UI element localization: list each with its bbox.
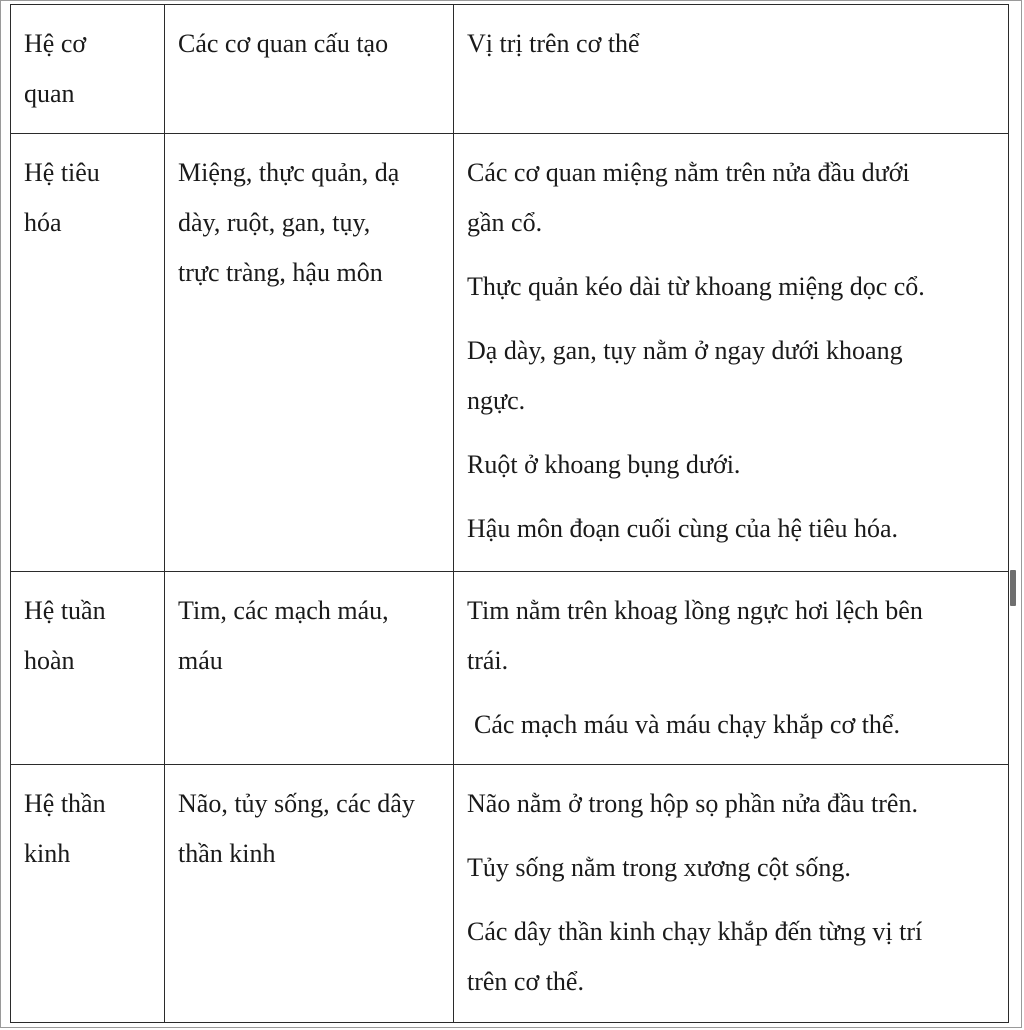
system-line: kinh bbox=[24, 839, 71, 868]
position-line: Não nằm ở trong hộp sọ phần nửa đầu trên. bbox=[467, 789, 918, 818]
position-line: Các dây thần kinh chạy khắp đến từng vị trí bbox=[467, 917, 923, 946]
system-cell-nervous bbox=[11, 765, 165, 1023]
position-line: Các mạch máu và máu chạy khắp cơ thể. bbox=[474, 710, 900, 739]
organ-systems-table bbox=[10, 4, 1009, 1023]
system-line: Hệ tiêu bbox=[24, 158, 100, 187]
position-paragraph bbox=[467, 148, 998, 248]
system-cell-circulatory bbox=[11, 572, 165, 765]
system-line: hoàn bbox=[24, 646, 75, 675]
organs-line: Miệng, thực quản, dạ bbox=[178, 158, 400, 187]
table-row-nervous bbox=[11, 765, 1009, 1023]
position-paragraph bbox=[467, 700, 998, 750]
organs-cell-circulatory bbox=[165, 572, 454, 765]
organs-line: dày, ruột, gan, tụy, bbox=[178, 208, 371, 237]
position-line: trái. bbox=[467, 646, 509, 675]
position-line: Tủy sống nằm trong xương cột sống. bbox=[467, 853, 851, 882]
position-cell-circulatory bbox=[454, 572, 1009, 765]
header-position-line: Vị trị trên cơ thể bbox=[467, 29, 640, 58]
organs-line: máu bbox=[178, 646, 223, 675]
position-paragraph bbox=[467, 262, 998, 312]
header-cell-organs bbox=[165, 5, 454, 134]
position-line: trên cơ thể. bbox=[467, 967, 584, 996]
position-paragraph bbox=[467, 504, 998, 554]
position-cell-digestive bbox=[454, 134, 1009, 572]
header-system-line: Hệ cơ bbox=[24, 29, 87, 58]
position-line: ngực. bbox=[467, 386, 526, 415]
position-line: Dạ dày, gan, tụy nằm ở ngay dưới khoang bbox=[467, 336, 903, 365]
position-paragraph bbox=[467, 586, 998, 686]
scrollbar-marker bbox=[1010, 570, 1016, 606]
position-paragraph bbox=[467, 440, 998, 490]
position-line: Thực quản kéo dài từ khoang miệng dọc cổ. bbox=[467, 272, 925, 301]
table-header-row bbox=[11, 5, 1009, 134]
header-system-line: quan bbox=[24, 79, 75, 108]
position-line: Hậu môn đoạn cuối cùng của hệ tiêu hóa. bbox=[467, 514, 899, 543]
position-paragraph bbox=[467, 843, 998, 893]
organs-line: Tim, các mạch máu, bbox=[178, 596, 389, 625]
organs-line: Não, tủy sống, các dây bbox=[178, 789, 415, 818]
table-row-circulatory bbox=[11, 572, 1009, 765]
position-paragraph bbox=[467, 326, 998, 426]
system-cell-digestive bbox=[11, 134, 165, 572]
position-line: Ruột ở khoang bụng dưới. bbox=[467, 450, 741, 479]
organs-line: trực tràng, hậu môn bbox=[178, 258, 383, 287]
position-line: Tim nằm trên khoag lồng ngực hơi lệch bên bbox=[467, 596, 923, 625]
header-organs-line: Các cơ quan cấu tạo bbox=[178, 29, 389, 58]
system-line: Hệ tuần bbox=[24, 596, 106, 625]
system-line: Hệ thần bbox=[24, 789, 106, 818]
header-cell-system bbox=[11, 5, 165, 134]
position-line: gần cổ. bbox=[467, 208, 543, 237]
position-paragraph bbox=[467, 907, 998, 1007]
organs-cell-digestive bbox=[165, 134, 454, 572]
table-row-digestive bbox=[11, 134, 1009, 572]
organs-cell-nervous bbox=[165, 765, 454, 1023]
position-cell-nervous bbox=[454, 765, 1009, 1023]
position-line: Các cơ quan miệng nằm trên nửa đầu dưới bbox=[467, 158, 910, 187]
header-cell-position bbox=[454, 5, 1009, 134]
organs-line: thần kinh bbox=[178, 839, 276, 868]
position-paragraph bbox=[467, 779, 998, 829]
system-line: hóa bbox=[24, 208, 62, 237]
